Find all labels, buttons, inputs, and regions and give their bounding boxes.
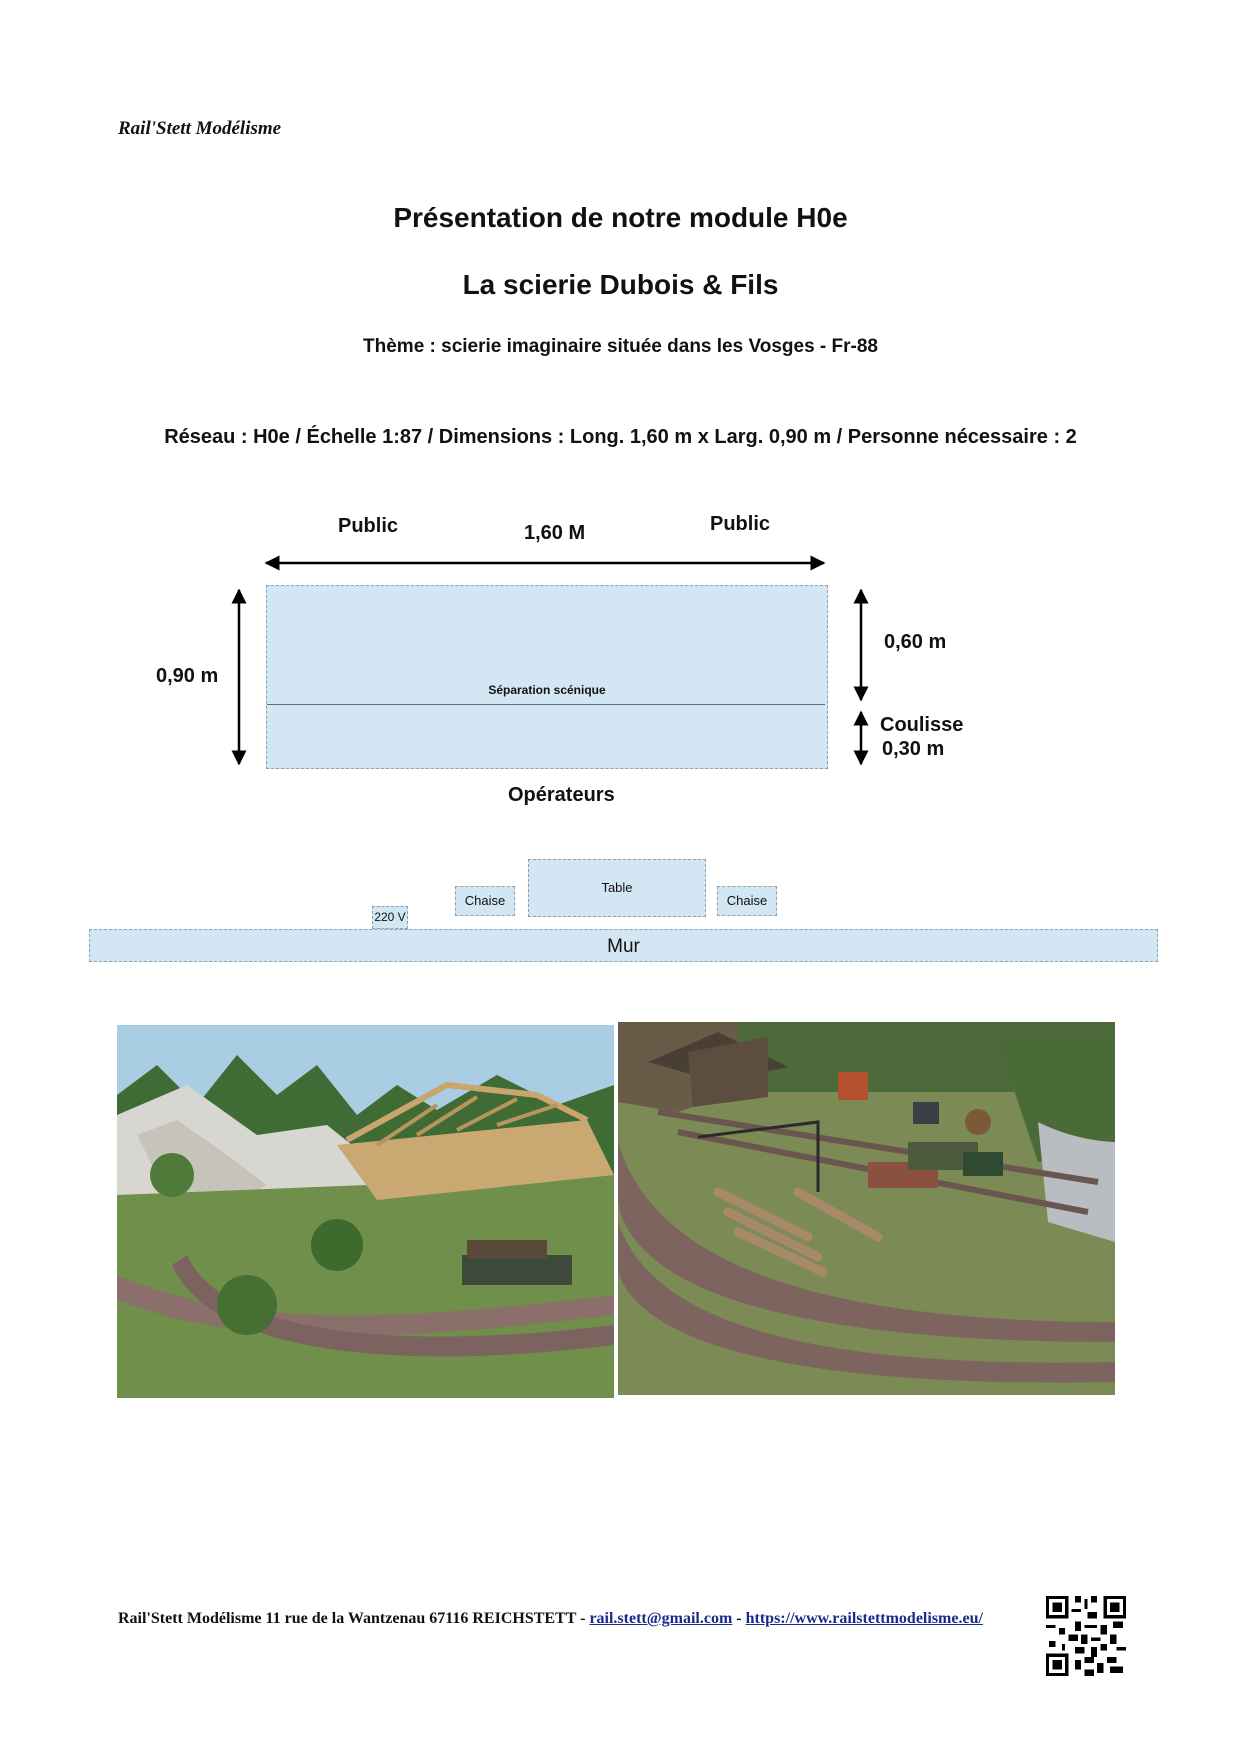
club-name: Rail'Stett Modélisme — [118, 118, 282, 139]
email-link[interactable]: rail.stett@gmail.com — [589, 1610, 733, 1627]
table-box — [528, 859, 706, 917]
length-label: 1,60 M — [524, 522, 586, 544]
module-outline — [266, 585, 828, 769]
wall-box — [89, 929, 1158, 962]
website-link[interactable]: https://www.railstettmodelisme.eu/ — [745, 1610, 983, 1627]
chair-right-label: Chaise — [726, 893, 768, 908]
outlet-label: 220 V — [374, 910, 406, 924]
chair-right-box — [717, 886, 777, 916]
wall-label: Mur — [607, 936, 640, 957]
public-left-label: Public — [338, 515, 399, 537]
chair-left-box — [455, 886, 515, 916]
outlet-box — [372, 906, 408, 929]
sawmill-photo-left — [117, 1025, 614, 1398]
footer-address: Rail'Stett Modélisme 11 rue de la Wantzenau 67116 REICHSTETT — [118, 1610, 577, 1627]
coulisse-depth-label: 0,30 m — [882, 738, 945, 760]
coulisse-label: Coulisse — [880, 714, 964, 736]
width-label: 0,90 m — [156, 665, 219, 687]
specs-line: Réseau : H0e / Échelle 1:87 / Dimensions : Long. 1,60 m x Larg. 0,90 m / Personne nécessaire : 2 — [164, 426, 1077, 448]
qr-code-icon — [1046, 1596, 1126, 1676]
chair-left-label: Chaise — [464, 893, 506, 908]
footer-separator: - — [576, 1610, 590, 1627]
table-label: Table — [601, 880, 633, 895]
separation-line — [267, 704, 825, 705]
operators-label: Opérateurs — [508, 784, 615, 806]
page-subtitle: La scierie Dubois & Fils — [462, 269, 779, 300]
public-right-label: Public — [710, 513, 771, 535]
footer-separator: - — [732, 1610, 746, 1627]
page-title: Présentation de notre module H0e — [393, 202, 848, 233]
separation-label: Séparation scénique — [488, 683, 606, 697]
front-depth-label: 0,60 m — [884, 631, 947, 653]
sawmill-photo-right — [618, 1022, 1115, 1395]
theme-line: Thème : scierie imaginaire située dans les Vosges - Fr-88 — [363, 336, 878, 357]
footer-line — [118, 1610, 983, 1628]
